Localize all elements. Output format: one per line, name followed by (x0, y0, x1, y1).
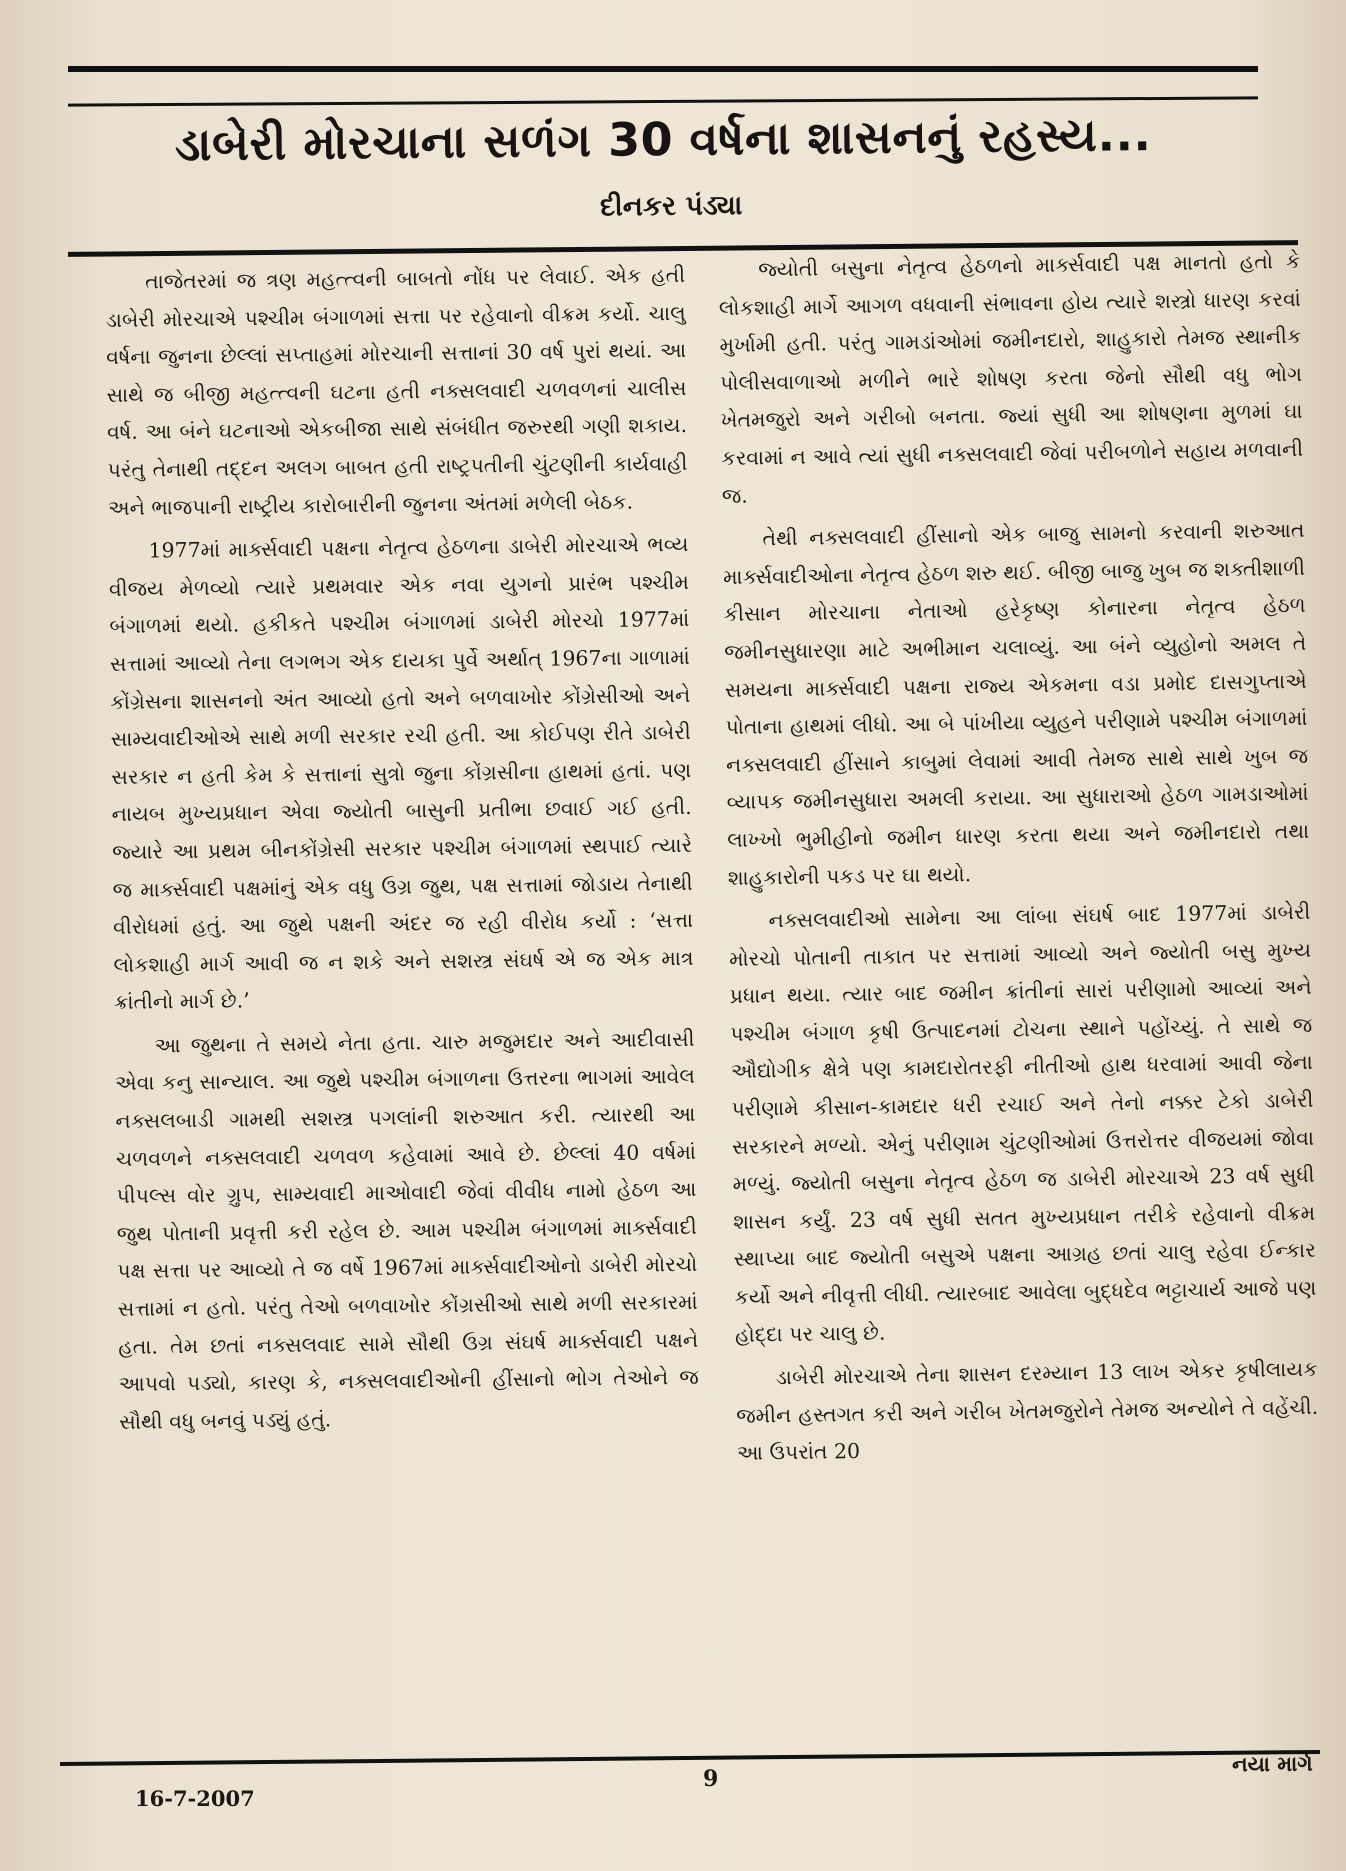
paragraph: તેથી નક્સલવાદી હીંસાનો એક બાજુ સામનો કરવાની શરુઆત માર્ક્સવાદીઓના નેતૃત્વ હેઠળ શરુ થઈ. બીજી બાજુ ખુબ જ શક્તીશાળી કીસાન મોરચાના નેતાઓ હરેકૃષ્ણ કોનારના નેતૃત્વ હેઠળ જમીનસુધારણા માટે અભીમાન ચલાવ્યું. આ બંને વ્યુહોનો અમલ તે સમયના માર્ક્સવાદી પક્ષના રાજ્ય એકમના વડા પ્રમોદ દાસગુપ્તાએ પોતાના હાથમાં લીધો. આ બે પાંખીયા વ્યુહને પરીણામે પશ્ચીમ બંગાળમાં નક્સલવાદી હીંસાને કાબુમાં લેવામાં આવી તેમજ સાથે સાથે ખુબ જ વ્યાપક જમીનસુધારા અમલી કરાયા. આ સુધારાઓ હેઠળ ગામડાઓમાં લાખ્ખો ભુમીહીનો જમીન ધારણ કરતા થયા અને જમીનદારો તથા શાહુકારોની પકડ પર ઘા થયો. (722, 517, 1310, 890)
header-rule-thin (68, 96, 1258, 106)
paragraph: તાજેતરમાં જ ત્રણ મહત્ત્વની બાબતો નોંધ પર લેવાઈ. એક હતી ડાબેરી મોરચાએ પશ્ચીમ બંગાળમાં સત્તા પર રહેવાનો વીક્રમ કર્યો. ચાલુ વર્ષના જુનના છેલ્લાં સપ્તાહમાં મોરચાની સત્તાનાં 30 વર્ષ પુરાં થયાં. આ સાથે જ બીજી મહત્ત્વની ઘટના હતી નક્સલવાદી ચળવળનાં ચાલીસ વર્ષ. આ બંને ઘટનાઓ એકબીજા સાથે સંબંધીત જરુરથી ગણી શકાય. પરંતુ તેનાથી તદ્દન અલગ બાબત હતી રાષ્ટ્રપતીની ચુંટણીની કાર્યવાહી અને ભાજપાની રાષ્ટ્રીય કારોબારીની જુનના અંતમાં મળેલી બેઠક. (105, 262, 688, 520)
header-rule-thick (68, 66, 1258, 72)
paragraph: જ્યોતી બસુના નેતૃત્વ હેઠળનો માર્ક્સવાદી પક્ષ માનતો હતો કે લોકશાહી માર્ગે આગળ વધવાની સંભાવના હોય ત્યારે શસ્ત્રો ધારણ કરવાં મુર્ખામી હતી. પરંતુ ગામડાંઓમાં જમીનદારો, શાહુકારો તેમજ સ્થાનીક પોલીસવાળાઓ મળીને ભારે શોષણ કરતા જેનો સૌથી વધુ ભોગ ખેતમજુરો અને ગરીબો બનતા. જ્યાં સુધી આ શોષણના મુળમાં ઘા કરવામાં ન આવે ત્યાં સુધી નક્સલવાદી જેવાં પરીબળોને સહાય મળવાની જ. (718, 248, 1304, 508)
paragraph: 1977માં માર્ક્સવાદી પક્ષના નેતૃત્વ હેઠળના ડાબેરી મોરચાએ ભવ્ય વીજય મેળવ્યો ત્યારે પ્રથમવાર એક નવા યુગનો પ્રારંભ પશ્ચીમ બંગાળમાં થયો. હકીકતે પશ્ચીમ બંગાળમાં ડાબેરી મોરચો 1977માં સત્તામાં આવ્યો તેના લગભગ એક દાયકા પુર્વે અર્થાત્ 1967ના ગાળામાં કોંગ્રેસના શાસનનો અંત આવ્યો હતો અને બળવાખોર કોંગ્રેસીઓ અને સામ્યવાદીઓએ સાથે મળી સરકાર રચી હતી. આ કોઈપણ રીતે ડાબેરી સરકાર ન હતી કેમ કે સત્તાનાં સુત્રો જુના કોંગ્રસીના હાથમાં હતાં. પણ નાયબ મુખ્યપ્રધાન એવા જ્યોતી બાસુની પ્રતીભા છવાઈ ગઈ હતી. જ્યારે આ પ્રથમ બીનકોંગ્રેસી સરકાર પશ્ચીમ બંગાળમાં સ્થપાઈ ત્યારે જ માર્ક્સવાદી પક્ષમાંનું એક વધુ ઉગ્ર જુથ, પક્ષ સત્તામાં જોડાય તેનાથી વીરોધમાં હતું. આ જુથે પક્ષની અંદર જ રહી વીરોધ કર્યો : ‘સત્તા લોકશાહી માર્ગ આવી જ ન શકે અને સશસ્ત્ર સંઘર્ષ એ જ એક માત્ર ક્રાંતીનો માર્ગ છે.’ (108, 532, 694, 1015)
page-number: 9 (703, 1766, 719, 1792)
article-author: દીનકર પંડ્યા (599, 190, 743, 223)
paragraph: આ જુથના તે સમયે નેતા હતા. ચારુ મજુમદાર અને આદીવાસી એવા કનુ સાન્યાલ. આ જુથે પશ્ચીમ બંગાળના ઉત્તરના ભાગમાં આવેલ નક્સલબાડી ગામથી સશસ્ત્ર પગલાંની શરુઆત કરી. ત્યારથી આ ચળવળને નક્સલવાદી ચળવળ કહેવામાં આવે છે. છેલ્લાં 40 વર્ષમાં પીપલ્સ વોર ગ્રુપ, સામ્યવાદી માઓવાદી જેવાં વીવીધ નામો હેઠળ આ જુથ પોતાની પ્રવૃત્તી કરી રહેલ છે. આમ પશ્ચીમ બંગાળમાં માર્ક્સવાદી પક્ષ સત્તા પર આવ્યો તે જ વર્ષે 1967માં માર્ક્સવાદીઓનો ડાબેરી મોરચો સત્તામાં ન હતો. પરંતુ તેઓ બળવાખોર કોંગ્રસીઓ સાથે મળી સરકારમાં હતા. તેમ છતાં નક્સલવાદ સામે સૌથી ઉગ્ર સંઘર્ષ માર્ક્સવાદી પક્ષને આપવો પડ્યો, કારણ કે, નક્સલવાદીઓની હીંસાનો ભોગ તેઓને જ સૌથી વધુ બનવું પડ્યું હતું. (114, 1026, 699, 1434)
issue-date: 16-7-2007 (135, 1786, 255, 1811)
left-column (105, 257, 699, 1447)
paragraph: ડાબેરી મોરચાએ તેના શાસન દરમ્યાન 13 લાખ એકર કૃષીલાયક જમીન હસ્તગત કરી અને ગરીબ ખેતમજુરોને તેમજ અન્યોને તે વહેંચી. આ ઉપરાંત 20 (736, 1356, 1319, 1466)
magazine-name: નયા માર્ગ (1231, 1751, 1313, 1777)
right-column (718, 243, 1319, 1479)
article-title: ડાબેરી મોરચાના સળંગ 30 વર્ષના શાસનનું રહસ્ય... (174, 107, 1152, 172)
paragraph: નક્સલવાદીઓ સામેના આ લાંબા સંઘર્ષ બાદ 1977માં ડાબેરી મોરચો પોતાની તાકાત પર સત્તામાં આવ્યો અને જ્યોતી બસુ મુખ્ય પ્રધાન થયા. ત્યાર બાદ જમીન ક્રાંતીનાં સારાં પરીણામો આવ્યાં અને પશ્ચીમ બંગાળ કૃષી ઉત્પાદનમાં ટોચના સ્થાને પહોંચ્યું. તે સાથે જ ઔદ્યોગીક ક્ષેત્રે પણ કામદારોતરફી નીતીઓ હાથ ધરવામાં આવી જેના પરીણામે કીસાન-કામદાર ધરી રચાઈ અને તેનો નક્કર ટેકો ડાબેરી સરકારને મળ્યો. એનું પરીણામ ચુંટણીઓમાં ઉત્તરોત્તર વીજયમાં જોવા મળ્યું. જ્યોતી બસુના નેતૃત્વ હેઠળ જ ડાબેરી મોરચાએ 23 વર્ષ સુધી શાસન કર્યું. 23 વર્ષ સુધી સતત મુખ્યપ્રધાન તરીકે રહેવાનો વીક્રમ સ્થાપ્યા બાદ જ્યોતી બસુએ પક્ષના આગ્રહ છતાં ચાલુ રહેવા ઈન્કાર કર્યો અને નીવૃત્તી લીધી. ત્યારબાદ આવેલા બુદ્ધદેવ ભટ્ટાચાર્ય આજે પણ હોદ્દા પર ચાલુ છે. (728, 899, 1317, 1347)
footer-rule (60, 1750, 1320, 1766)
